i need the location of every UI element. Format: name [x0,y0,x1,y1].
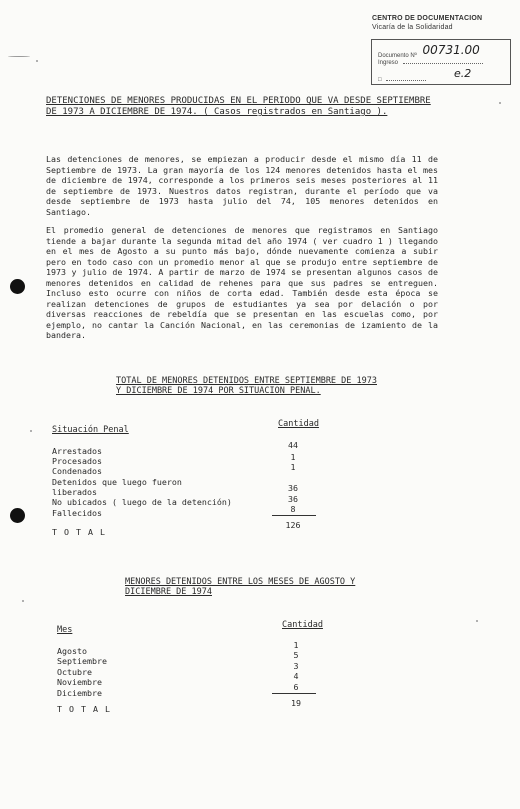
stamp-box-line [386,80,426,81]
table2-total-value: 19 [291,698,301,708]
table-row-label: liberados [52,487,97,497]
stamp-ingreso-line [403,63,483,64]
scan-mark [30,430,32,432]
table-row-value: 1 [290,452,296,462]
table-row-label: Procesados [52,456,102,466]
table2-title-line-1: MENORES DETENIDOS ENTRE LOS MESES DE AGOSTO Y [125,577,356,587]
stamp-sub-organization: Vicaría de la Solidaridad [372,24,453,31]
document-title [46,96,446,118]
table-row-value: 36 [288,494,298,504]
archive-stamp-box [371,39,511,85]
punch-hole-bottom [10,508,25,523]
table-row-value: 5 [293,650,299,660]
paragraph-1: Las detenciones de menores, se empiezan a producir desde el mismo día 11 de Septiembre de 1973. La gran mayoría de los 124 menores detenidos hasta el mes de diciembre de 1974, corresponde a los primeros seis meses posteriores al 11 de septiembre de 1973. Nuestros datos registran, durante el período que va desde septiembre de 1973 hasta julio del 74, 105 menores detenidos en Santiago. [46,154,438,217]
table1-total-rule [272,515,316,516]
table-row-value: 1 [293,640,299,650]
table-row-value: 1 [290,462,296,472]
title-line-1: DETENCIONES DE MENORES PRODUCIDAS EN EL PERIODO QUE VA DESDE SEPTIEMBRE [46,96,431,106]
archive-stamp-header [372,14,482,32]
table-row-value: 36 [288,483,298,493]
scan-mark [476,620,478,622]
title-line-2: DE 1973 A DICIEMBRE DE 1974. ( Casos registrados en Santiago ). [46,107,388,117]
table1-col-header-situation: Situación Penal [52,425,129,435]
stamp-code: e.2 [453,67,472,80]
table1-title-line-2: Y DICIEMBRE DE 1974 POR SITUACION PENAL. [116,386,321,396]
table-row-label: Noviembre [57,677,102,687]
stamp-ingreso-row [378,60,483,66]
table2-col-header-quantity: Cantidad [282,620,323,630]
scan-mark [36,60,38,62]
table-row-value: 8 [290,504,296,514]
stamp-box-row [378,67,472,84]
table-row-label: Arrestados [52,446,102,456]
table-row-label: Detenidos que luego fueron [52,477,182,487]
table1-title [116,376,416,396]
table2-title-line-2: DICIEMBRE DE 1974 [125,587,212,597]
table2-title [125,577,415,597]
table2-total-label: T O T A L [57,704,111,714]
table-row-label: Fallecidos [52,508,102,518]
table-row-value: 3 [293,661,299,671]
stamp-doc-row [378,43,480,60]
table-row-value: 6 [293,682,299,692]
table-row-label: Octubre [57,667,92,677]
scan-mark [22,600,24,602]
table-row-label: Condenados [52,466,102,476]
punch-hole-top [10,279,25,294]
table-row-label: No ubicados ( luego de la detención) [52,497,232,507]
stamp-organization: CENTRO DE DOCUMENTACION [372,15,483,22]
table-row-label: Diciembre [57,688,102,698]
stamp-ingreso-label: Ingreso [378,60,399,66]
table1-col-header-quantity: Cantidad [278,419,319,429]
table-row-label: Agosto [57,646,87,656]
table-row-value: 4 [293,671,299,681]
table1-total-label: T O T A L [52,527,106,537]
table2-total-rule [272,693,316,694]
table1-total-value: 126 [285,520,301,530]
scan-mark [8,56,30,57]
stamp-doc-label: Documento Nº [378,53,417,59]
stamp-checkbox: □ [378,77,382,83]
table-row-value: 44 [288,440,298,450]
scan-mark [499,102,501,104]
table-row-label: Septiembre [57,656,107,666]
table2-col-header-month: Mes [57,625,73,635]
table1-title-line-1: TOTAL DE MENORES DETENIDOS ENTRE SEPTIEMBRE DE 1973 [116,376,377,386]
stamp-doc-number: 00731.00 [422,43,480,57]
paragraph-2: El promedio general de detenciones de menores que registramos en Santiago tiende a bajar durante la segunda mitad del año 1974 ( ver cuadro 1 ) llegando en el mes de Agosto a su punto más bajo, dónde nuevamente comienza a subir pero en todo caso con un promedio menor al que se produjo entre septiembre de 1973 y julio de 1974. A partir de marzo de 1974 se presentan algunos casos de menores detenidos en calidad de rehenes para que sus padres se entreguen. Incluso esto ocurre con niños de corta edad. También desde esta época se realizan detenciones de grupos de estudiantes ya sea por delación o por diversas reacciones de rebeldía que se presentan en las escuelas como, por ejemplo, no cantar la Canción Nacional, en las ceremonias de izamiento de la bandera. [46,225,438,340]
